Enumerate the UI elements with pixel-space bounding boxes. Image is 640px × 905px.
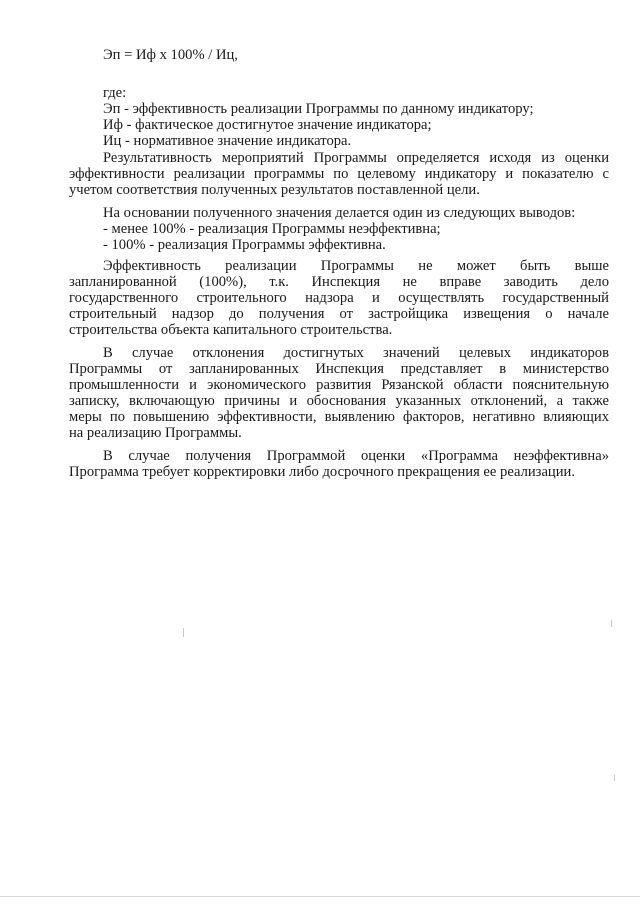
bullet-efficient: - 100% - реализация Программы эффективна.	[103, 237, 386, 253]
scan-edge-line	[0, 896, 640, 897]
para5-line: В случае получения Программой оценки «Программа неэффективна»	[103, 448, 609, 464]
para3-line: строительный надзор до получения от застройщика извещения о начале	[69, 306, 609, 322]
definition-if: Иф - фактическое достигнутое значение индикатора;	[103, 117, 432, 133]
para4-line: промышленности и экономического развития Рязанской области пояснительную	[69, 377, 609, 393]
para4-line: меры по повышению эффективности, выявлению факторов, негативно влияющих	[69, 409, 609, 425]
para1-line: Результативность мероприятий Программы определяется исходя из оценки	[103, 150, 609, 166]
para3-line: строительства объекта капитального строительства.	[69, 322, 393, 338]
definition-ep: Эп - эффективность реализации Программы по данному индикатору;	[103, 101, 534, 117]
para2-intro: На основании полученного значения делается один из следующих выводов:	[103, 205, 576, 221]
para1-line: эффективности реализации программы по целевому индикатору и показателю с	[69, 166, 609, 182]
formula: Эп = Иф х 100% / Иц,	[103, 47, 238, 63]
para3-line: Эффективность реализации Программы не может быть выше	[103, 258, 609, 274]
para1-line: учетом соответствия полученных результатов поставленной цели.	[69, 182, 480, 198]
para4-line: записку, включающую причины и обоснования указанных отклонений, а также	[69, 393, 609, 409]
para4-line: Программы от запланированных Инспекция представляет в министерство	[69, 361, 609, 377]
definition-ic: Иц - нормативное значение индикатора.	[103, 133, 352, 149]
scan-speck	[611, 620, 612, 627]
para3-line: государственного строительного надзора и осуществлять государственный	[69, 290, 609, 306]
bullet-inefficient: - менее 100% - реализация Программы неэффективна;	[103, 221, 441, 237]
scan-speck	[614, 775, 615, 781]
para3-line: запланированной (100%), т.к. Инспекция не вправе заводить дело	[69, 274, 609, 290]
scan-speck	[183, 628, 184, 637]
para4-line: В случае отклонения достигнутых значений целевых индикаторов	[103, 345, 609, 361]
para5-line: Программа требует корректировки либо досрочного прекращения ее реализации.	[69, 464, 576, 480]
where-label: где:	[103, 85, 127, 101]
para4-line: на реализацию Программы.	[69, 425, 242, 441]
